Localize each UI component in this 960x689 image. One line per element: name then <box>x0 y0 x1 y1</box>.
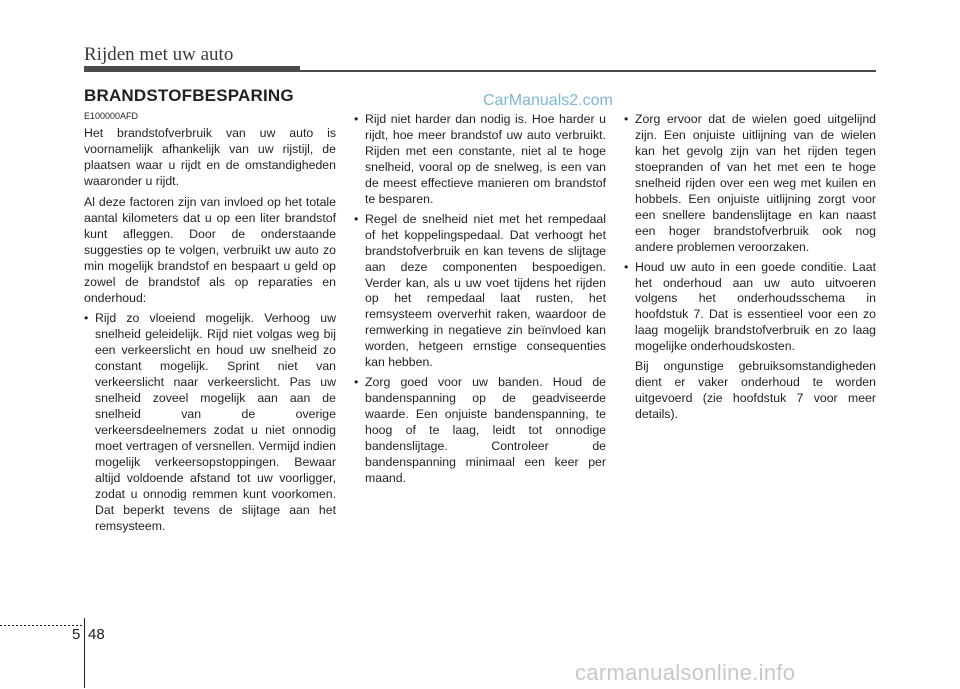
bullet-text: Rijd niet harder dan nodig is. Hoe harder u rijdt, hoe meer brandstof uw auto verbruikt. Rijden met een constante, niet al te hoge snelheid, vooral op de snelweg, is een van de meest effectieve manieren om brandstof te besparen. <box>365 112 606 206</box>
bullet-marker: • <box>624 259 629 274</box>
page-number: 48 <box>88 626 105 643</box>
bullet-text: Regel de snelheid niet met het rempedaal of het koppelingspedaal. Dat verhoogt het brandstofverbruik en kan tevens de slijtage aan deze componenten bespoedigen. Verder kan, als u uw voet tijdens het rijden op het rempedaal laat rusten, het remsysteem oververhit raken, waardoor de remwerking in negatieve zin beïnvloed kan worden, hetgeen ernstige consequenties kan hebben. <box>365 211 606 370</box>
bullet-marker: • <box>354 112 359 126</box>
column-3 <box>624 112 876 428</box>
section-title: BRANDSTOFBESPARING <box>84 86 294 105</box>
paragraph: Bij ongunstige gebruiksomstandigheden dient er vaker onderhoud te worden uitgevoerd (zie hoofdstuk 7 voor meer details). <box>635 359 876 422</box>
watermark-bottom: carmanualsonline.info <box>575 660 796 685</box>
bullet-marker: • <box>624 112 629 126</box>
header-rule-thick <box>84 66 300 72</box>
page-header-title: Rijden met uw auto <box>84 44 234 65</box>
bullet-item <box>354 212 606 372</box>
bullet-text: Houd uw auto in een goede conditie. Laat het onderhoud aan uw auto uitvoeren volgens het onderhoudsschema in hoofdstuk 7. Dat is essentieel voor een zo laag mogelijk brandstofverbruik en zo laag mogelijke onderhoudskosten. <box>635 259 876 354</box>
bullet-item <box>354 112 606 208</box>
chapter-number: 5 <box>72 626 81 643</box>
bullet-text: Rijd zo vloeiend mogelijk. Verhoog uw snelheid geleidelijk. Rijd niet volgas weg bij een verkeerslicht en houd uw snelheid zo constant mogelijk. Sprint niet van verkeerslicht naar verkeerslicht. Pas uw snelheid zoveel mogelijk aan aan de snelheid van de overige verkeersdeelnemers zodat u niet onnodig moet vertragen of versnellen. Vermijd indien mogelijk verkeersopstoppingen. Bewaar altijd voldoende afstand tot uw voorligger, zodat u onnodig remmen kunt voorkomen. Dat beperkt tevens de slijtage aan het remsysteem. <box>95 311 336 533</box>
bullet-item <box>84 311 336 534</box>
bullet-text: Zorg ervoor dat de wielen goed uitgelijnd zijn. Een onjuiste uitlijning van de wielen kan het gevolg zijn van het rijden tegen stoepranden of van het met een te hoge snelheid rijden over een weg met kuilen en hobbels. Een onjuiste uitlijning zorgt voor een snellere bandenslijtage en kan naast een hoger brandstofverbruik ook nog andere problemen veroorzaken. <box>635 112 876 254</box>
paragraph: Al deze factoren zijn van invloed op het totale aantal kilometers dat u op een liter brandstof kunt afleggen. Door de onderstaande suggesties op te volgen, verbruikt uw auto zo min mogelijk brandstof en bespaart u geld op zowel de brandstof als op reparaties en onderhoud: <box>84 194 336 305</box>
bullet-item <box>624 112 876 256</box>
paragraph: Het brandstofverbruik van uw auto is voornamelijk afhankelijk van uw rijstijl, de plaatsen waar u rijdt en de omstandigheden waaronder u rijdt. <box>84 126 336 188</box>
bullet-text: Zorg goed voor uw banden. Houd de bandenspanning op de geadviseerde waarde. Een onjuiste bandenspanning, te hoog of te laag, leidt tot onnodige bandenslijtage. Controleer de bandenspanning minimaal een keer per maand. <box>365 375 606 485</box>
watermark-top: CarManuals2.com <box>483 92 613 109</box>
bullet-item <box>354 375 606 487</box>
bullet-marker: • <box>354 375 359 390</box>
footer-divider <box>84 618 85 688</box>
header-rule-thin <box>300 70 876 72</box>
column-1 <box>84 110 336 539</box>
section-code: E100000AFD <box>84 111 139 121</box>
bullet-marker: • <box>84 311 89 326</box>
bullet-marker: • <box>354 211 359 226</box>
bullet-item <box>624 260 876 356</box>
column-2 <box>354 112 606 491</box>
